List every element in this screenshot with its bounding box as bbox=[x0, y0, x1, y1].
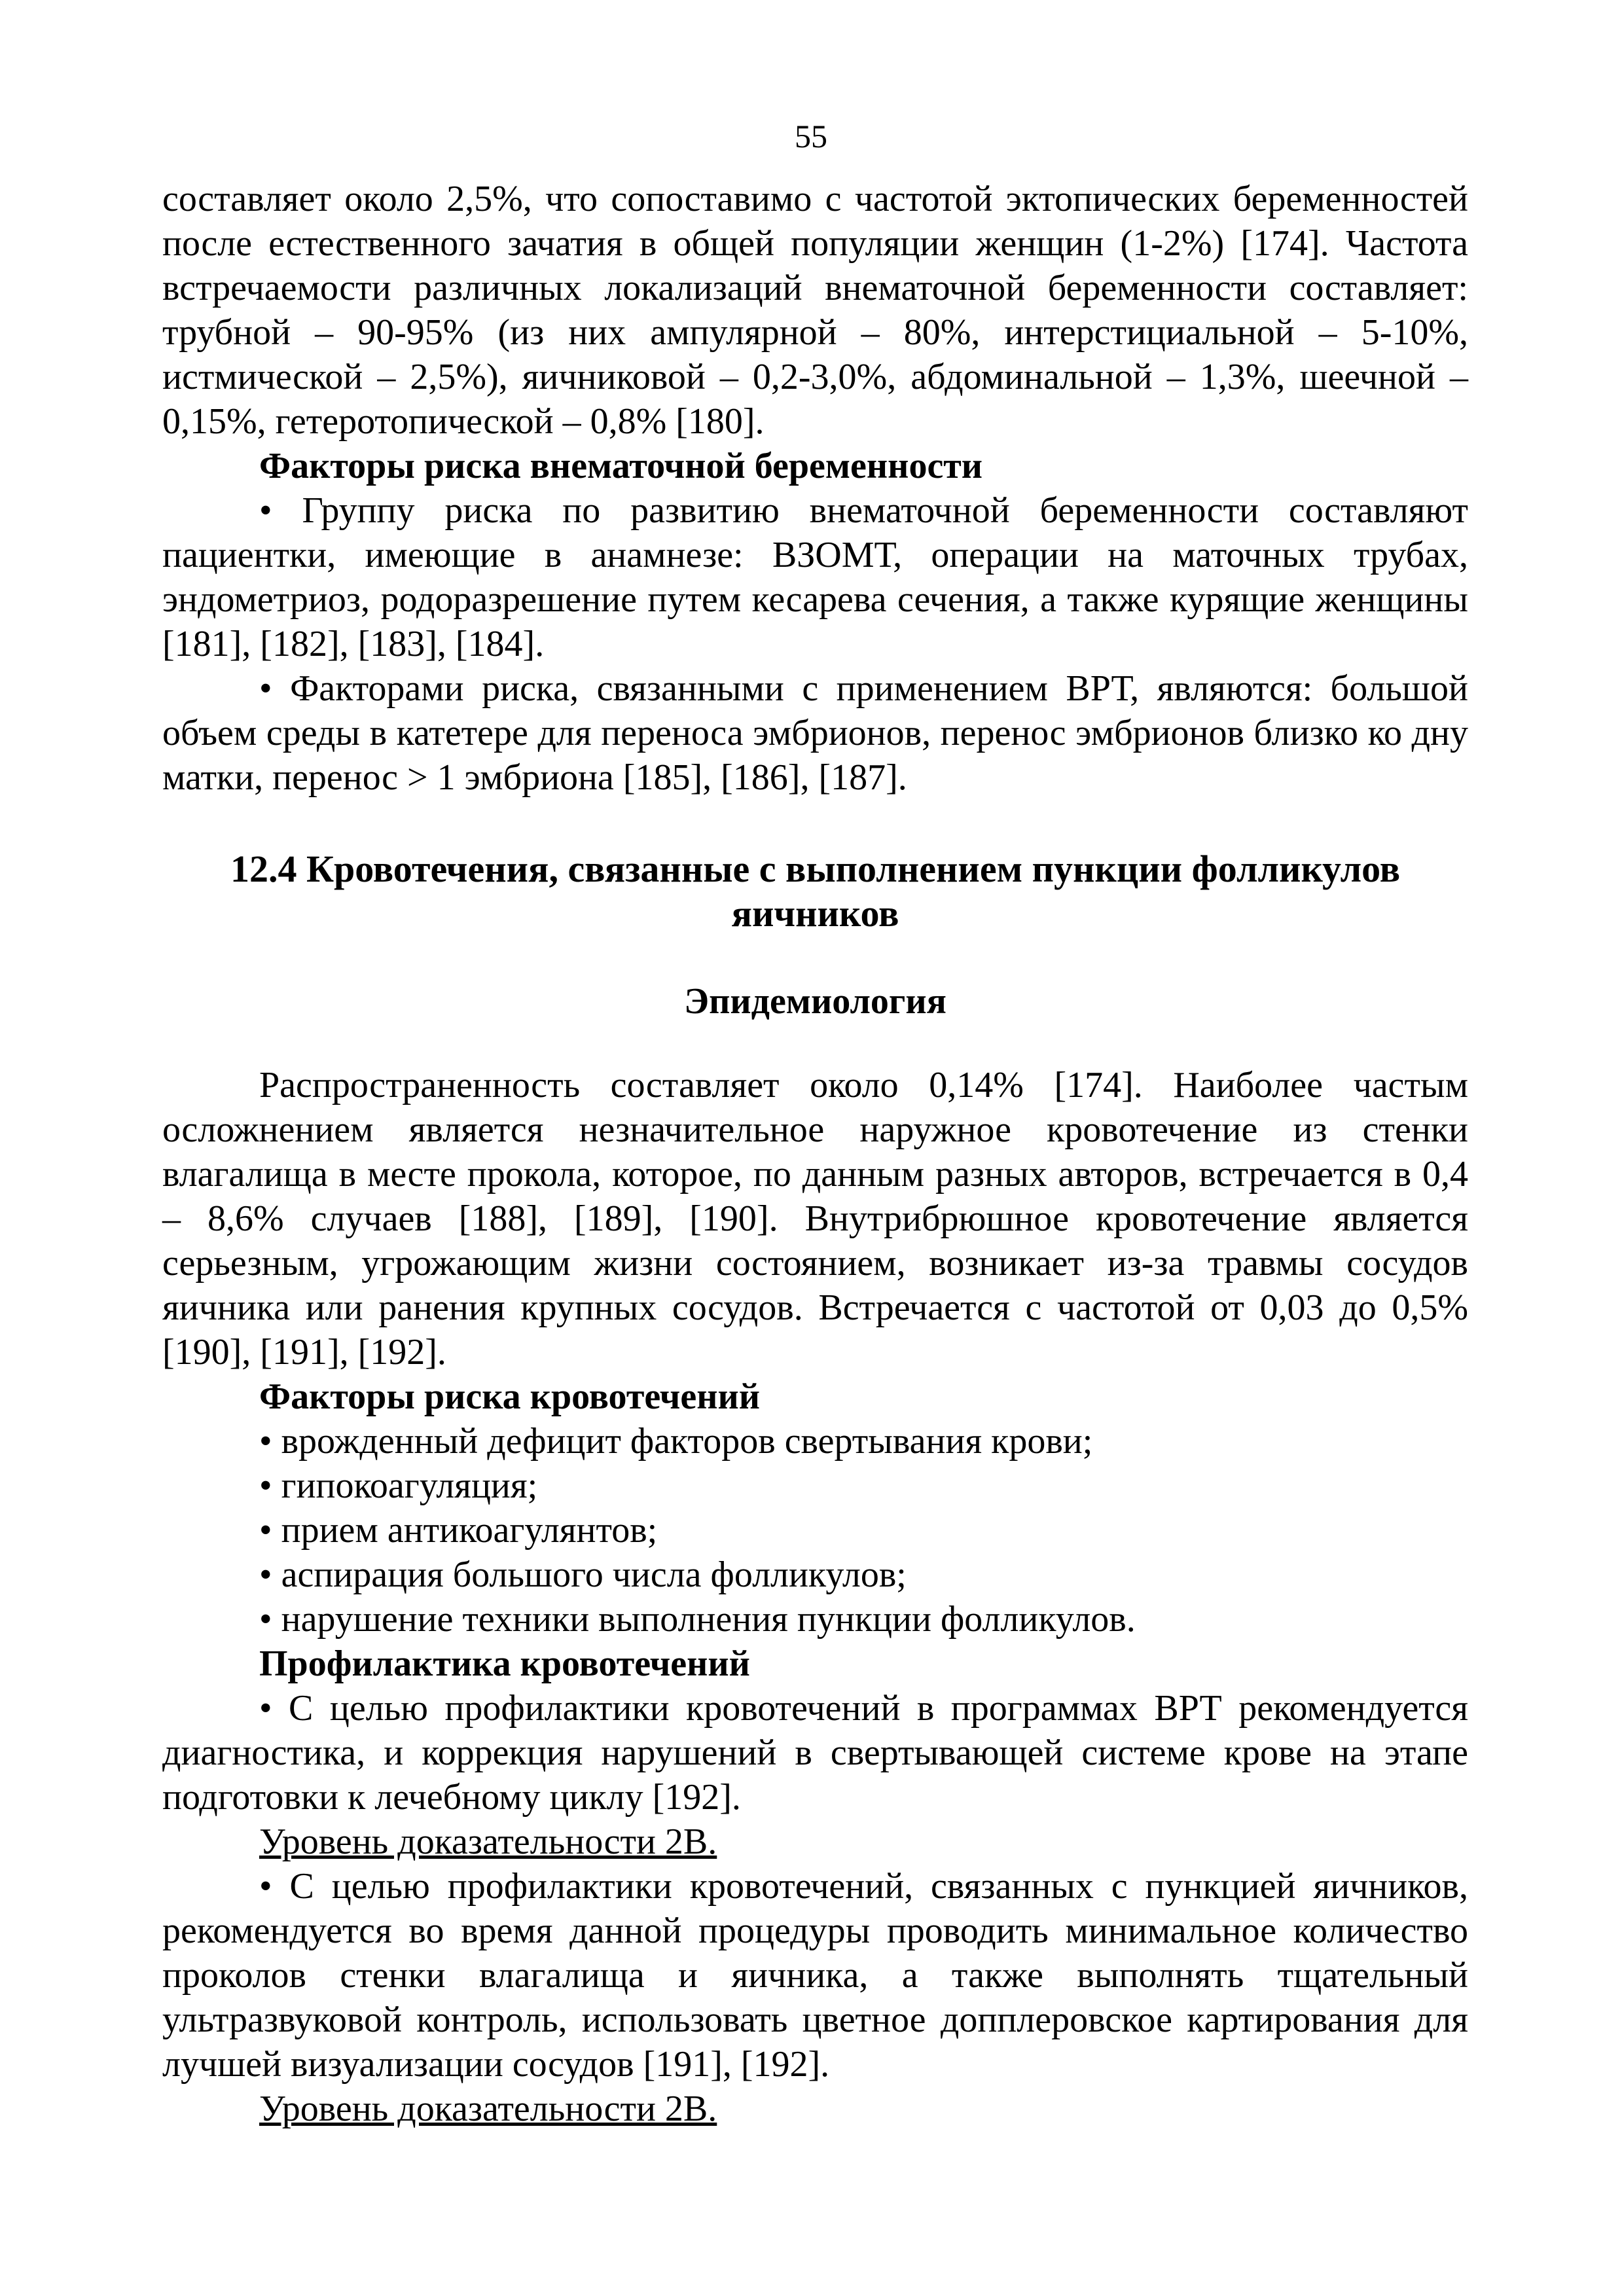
page-number: 55 bbox=[795, 118, 827, 154]
evidence-level: Уровень доказательности 2В. bbox=[259, 2089, 717, 2129]
ectopic-risk-bullet: • Группу риска по развитию внематочной беременности составляют пациентки, имеющие в анамнезе: ВЗОМТ, операции на маточных трубах, эндометриоз, родоразрешение путем кесарева сечения, а также курящие женщины [181], [182], [183], [184]. bbox=[162, 490, 1468, 664]
prevention-heading: Профилактика кровотечений bbox=[259, 1643, 750, 1684]
epidemiology-paragraph: Распространенность составляет около 0,14% [174]. Наиболее частым осложнением является незначительное наружное кровотечение из стенки влагалища в месте прокола, которое, по данным разных авторов, встречается в 0,4 – 8,6% случаев [188], [189], [190]. Внутрибрюшное кровотечение является серьезным, угрожающим жизни состоянием, возникает из-за травмы сосудов яичника или ранения крупных сосудов. Встречается с частотой от 0,03 до 0,5% [190], [191], [192]. bbox=[162, 1065, 1468, 1372]
bleeding-risk-list bbox=[162, 1419, 1468, 1641]
list-item: • гипокоагуляция; bbox=[259, 1465, 538, 1506]
section-subtitle: Эпидемиология bbox=[684, 981, 946, 1022]
list-item: • прием антикоагулянтов; bbox=[259, 1510, 658, 1551]
list-item: • аспирация большого числа фолликулов; bbox=[259, 1554, 907, 1595]
section-title: 12.4 Кровотечения, связанные с выполнением пункции фолликулов яичников bbox=[230, 848, 1401, 935]
evidence-level: Уровень доказательности 2В. bbox=[259, 1821, 717, 1862]
list-item: • врожденный дефицит факторов свертывания крови; bbox=[259, 1421, 1093, 1462]
page-content bbox=[162, 177, 1468, 2131]
ectopic-risk-heading: Факторы риска внематочной беременности bbox=[259, 446, 983, 486]
list-item: • нарушение техники выполнения пункции фолликулов. bbox=[259, 1599, 1136, 1640]
ectopic-risk-bullet: • Факторами риска, связанными с применением ВРТ, являются: большой объем среды в катетере для переноса эмбрионов, перенос эмбрионов близко ко дну матки, перенос > 1 эмбриона [185], [186], [187]. bbox=[162, 668, 1468, 798]
bleeding-risk-heading: Факторы риска кровотечений bbox=[259, 1376, 761, 1417]
prevention-bullet: • С целью профилактики кровотечений в программах ВРТ рекомендуется диагностика, и коррекция нарушений в свертывающей системе крове на этапе подготовки к лечебному циклу [192]. bbox=[162, 1688, 1468, 1818]
prevention-bullet: • С целью профилактики кровотечений, связанных с пункцией яичников, рекомендуется во время данной процедуры проводить минимальное количество проколов стенки влагалища и яичника, а также выполнять тщательный ультразвуковой контроль, использовать цветное допплеровское картирования для лучшей визуализации сосудов [191], [192]. bbox=[162, 1866, 1468, 2085]
intro-paragraph: составляет около 2,5%, что сопоставимо с частотой эктопических беременностей после естественного зачатия в общей популяции женщин (1-2%) [174]. Частота встречаемости различных локализаций внематочной беременности составляет: трубной – 90-95% (из них ампулярной – 80%, интерстициальной – 5-10%, истмической – 2,5%), яичниковой – 0,2-3,0%, абдоминальной – 1,3%, шеечной – 0,15%, гетеротопической – 0,8% [180]. bbox=[162, 179, 1468, 442]
